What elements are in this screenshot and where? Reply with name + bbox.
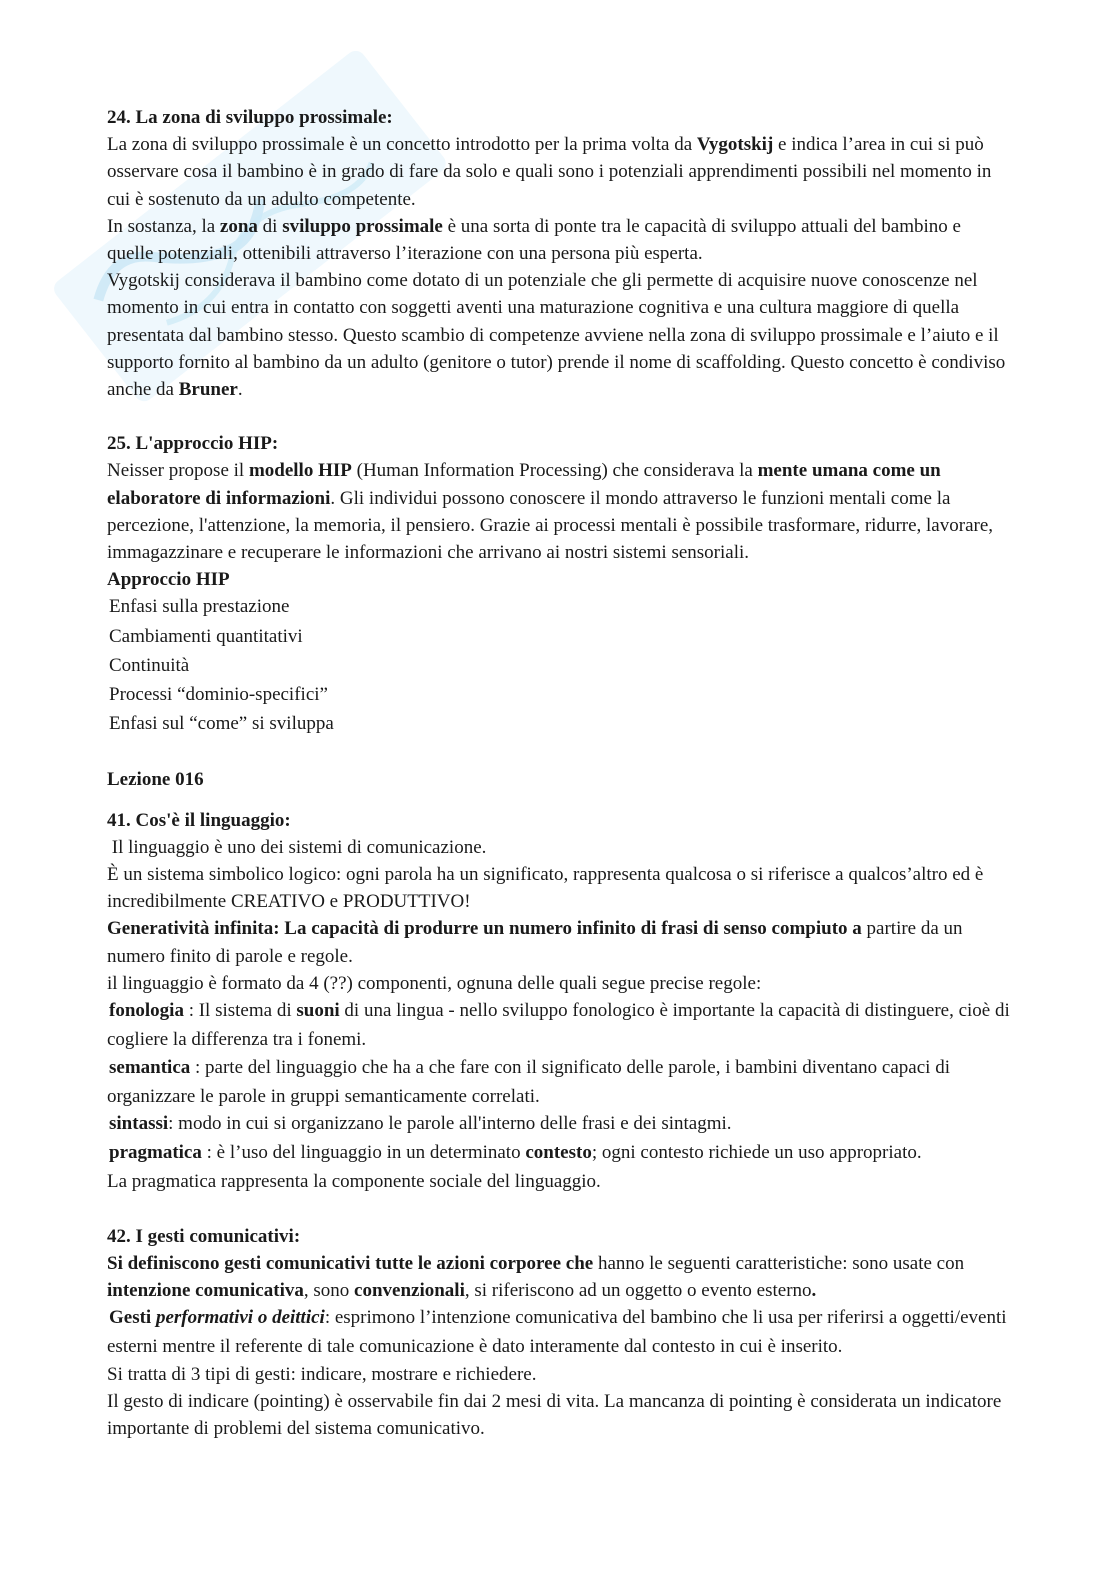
section-24-paragraph-3: Vygotskij considerava il bambino come dotato di un potenziale che gli permette di acquisire nuove conoscenze nel momento in cui entra in contatto con soggetti aventi una maturazione cognitiva e una cultura maggiore di quella presentata dal bambino stesso. Questo scambio di competenze avviene nella zona di sviluppo prossimale e l’aiuto e il supporto fornito al bambino da un adulto (genitore o tutor) prende il nome di scaffolding. Questo concetto è condiviso anche da Bruner. [107,270,1006,401]
document-page [107,104,1012,1442]
section-42-paragraph-3: Il gesto di indicare (pointing) è osservabile fin dai 2 mesi di vita. La mancanza di pointing è considerata un indicatore importante di problemi del sistema comunicativo. [107,1390,1002,1439]
section-24-paragraph-2: In sostanza, la zona di sviluppo prossimale è una sorta di ponte tra le capacità di sviluppo attuali del bambino e quelle potenziali, ottenibili attraverso l’iterazione con una persona più esperta. [107,215,961,265]
list-item: Enfasi sul “come” si sviluppa [109,713,334,735]
lesson-title: Lezione 016 [107,769,204,791]
section-41-paragraph-1: Il linguaggio è uno dei sistemi di comunicazione. [107,836,487,858]
section-42-title: 42. I gesti comunicativi: [107,1225,301,1247]
list-item: sintassi: modo in cui si organizzano le parole all'interno delle frasi e dei sintagmi. [109,1112,732,1134]
list-item: semantica : parte del linguaggio che ha a che fare con il significato delle parole, i bambini diventano capaci di organizzare le parole in gruppi semanticamente correlati. [107,1056,950,1107]
list-item: Continuità [109,654,190,676]
section-41-paragraph-4: il linguaggio è formato da 4 (??) componenti, ognuna delle quali segue precise regole: [107,972,762,994]
section-41-paragraph-2: È un sistema simbolico logico: ogni parola ha un significato, rappresenta qualcosa o si riferisce a qualcos’altro ed è incredibilmente CREATIVO e PRODUTTIVO! [107,864,984,913]
section-42-paragraph-1: Si definiscono gesti comunicativi tutte le azioni corporee che hanno le seguenti caratteristiche: sono usate con intenzione comunicativa, sono convenzionali, si riferiscono ad un oggetto o evento esterno. [107,1252,965,1301]
section-24-paragraph-1: La zona di sviluppo prossimale è un concetto introdotto per la prima volta da Vygotskij e indica l’area in cui si può osservare cosa il bambino è in grado di fare da solo e quali sono i potenziali apprendimenti possibili nel momento in cui è sostenuto da un adulto competente. [107,134,992,210]
list-item: pragmatica : è l’uso del linguaggio in un determinato contesto; ogni contesto richiede un uso appropriato. [109,1142,922,1164]
section-41-paragraph-5: La pragmatica rappresenta la componente sociale del linguaggio. [107,1171,601,1193]
section-42-paragraph-2: Si tratta di 3 tipi di gesti: indicare, mostrare e richiedere. [107,1363,537,1385]
list-item: Enfasi sulla prestazione [109,596,290,618]
section-24-title: 24. La zona di sviluppo prossimale: [107,107,393,128]
list-item: Processi “dominio-specifici” [109,684,328,706]
list-item: Gesti performativi o deittici: esprimono l’intenzione comunicativa del bambino che li usa per riferirsi a oggetti/eventi esterni mentre il referente di tale comunicazione è dato interamente dal contesto in cui è inserito. [107,1307,1007,1358]
section-25-paragraph-1: Neisser propose il modello HIP (Human Information Processing) che considerava la mente umana come un elaboratore di informazioni. Gli individui possono conoscere il mondo attraverso le funzioni mentali come la percezione, l'attenzione, la memoria, il pensiero. Grazie ai processi mentali è possibile trasformare, ridurre, lavorare, immagazzinare e recuperare le informazioni che arrivano ai nostri sistemi sensoriali. [107,460,994,564]
section-25-title: 25. L'approccio HIP: [107,433,279,455]
list-item: fonologia : Il sistema di suoni di una lingua - nello sviluppo fonologico è importante la capacità di distinguere, cioè di cogliere la differenza tra i fonemi. [107,1000,1010,1051]
section-41-title: 41. Cos'è il linguaggio: [107,809,291,831]
section-25-subtitle: Approccio HIP [107,569,230,591]
list-item: Cambiamenti quantitativi [109,625,303,647]
section-41-paragraph-3: Generatività infinita: La capacità di produrre un numero infinito di frasi di senso compiuto a partire da un numero finito di parole e regole. [107,918,963,967]
